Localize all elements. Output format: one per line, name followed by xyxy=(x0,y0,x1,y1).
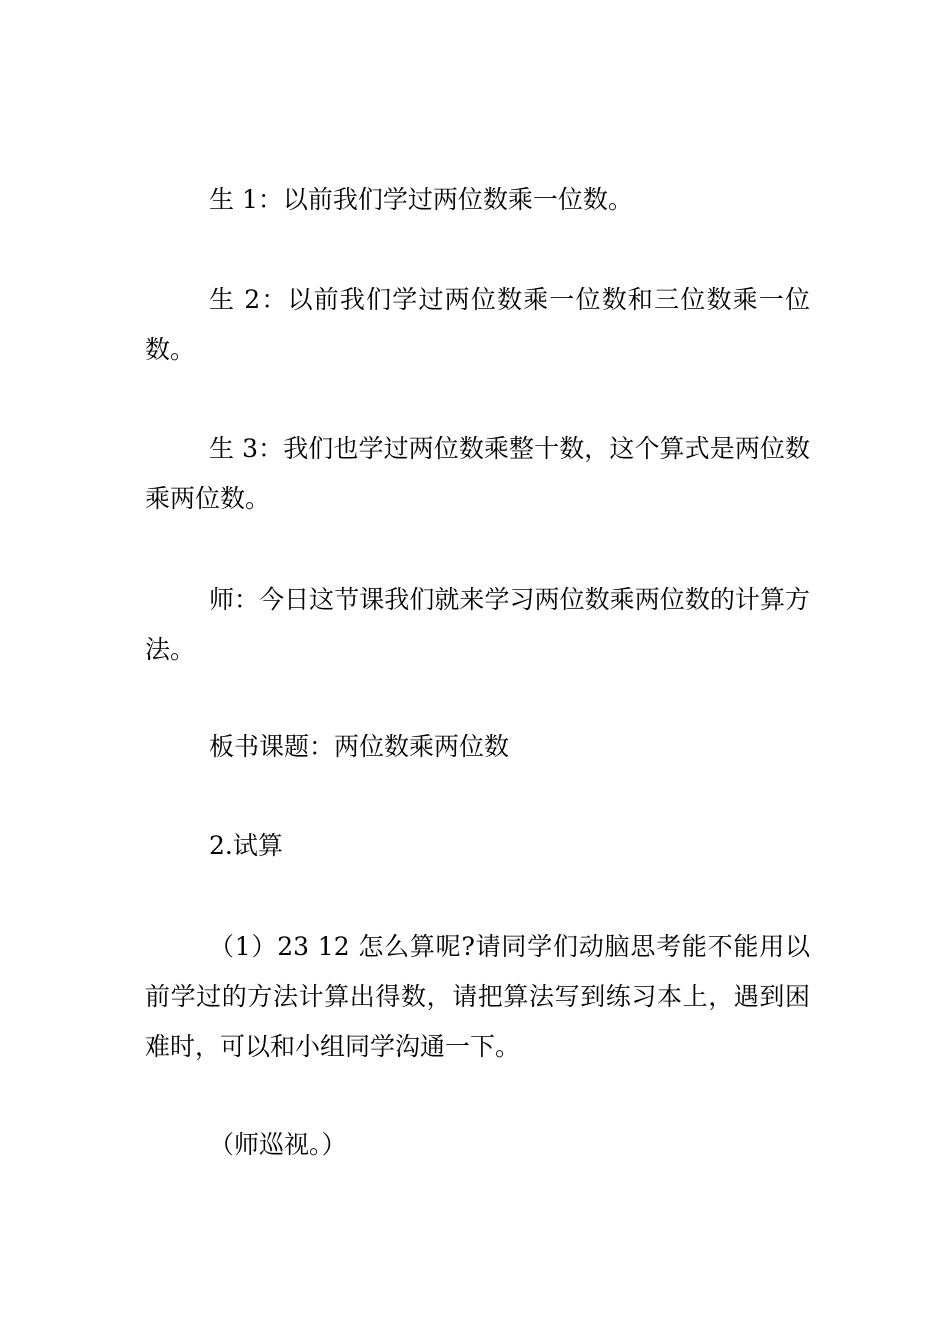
paragraph-teacher-note: （师巡视。） xyxy=(209,1130,347,1159)
paragraph-student-1: 生 1：以前我们学过两位数乘一位数。 xyxy=(209,185,633,214)
paragraph-teacher: 师：今日这节课我们就来学习两位数乘两位数的计算方法。 xyxy=(145,585,810,664)
paragraph-student-2: 生 2：以前我们学过两位数乘一位数和三位数乘一位数。 xyxy=(145,285,810,364)
paragraph-board-title: 板书课题：两位数乘两位数 xyxy=(209,732,510,761)
paragraph-exercise-1: （1）23 12 怎么算呢?请同学们动脑思考能不能用以前学过的方法计算出得数，请把算法写到练习本上，遇到困难时，可以和小组同学沟通一下。 xyxy=(145,932,810,1061)
paragraph-student-3: 生 3：我们也学过两位数乘整十数，这个算式是两位数乘两位数。 xyxy=(145,434,810,513)
paragraph-section-heading: 2.试算 xyxy=(209,831,283,860)
